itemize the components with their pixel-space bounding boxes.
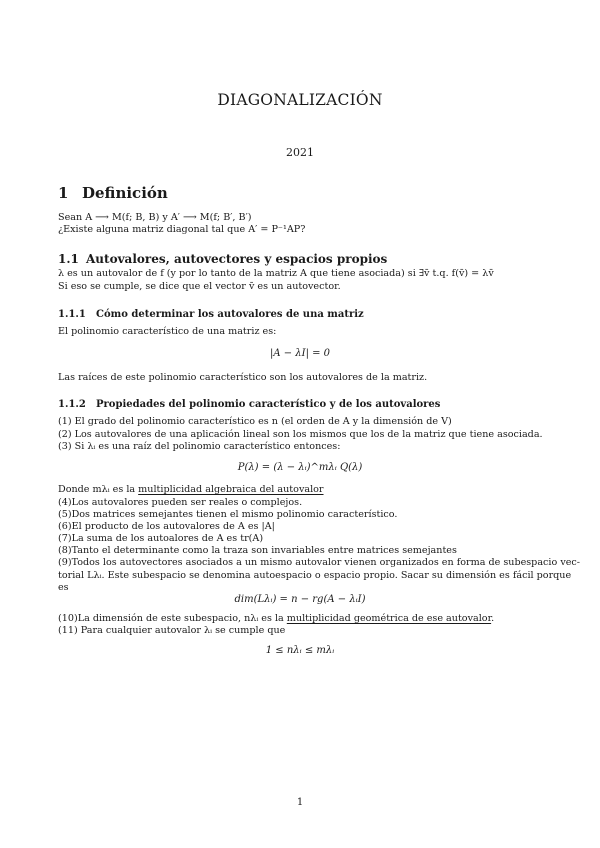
section-title: Definición: [82, 184, 168, 202]
property-line: (9)Todos los autovectores asociados a un mismo autovalor vienen organizados en forma de subespacio vec-: [58, 557, 581, 568]
subsubsection-number: 1.1.2: [58, 399, 86, 410]
property-line: (3) Si λᵢ es una raíz del polinomio característico entonces:: [58, 441, 341, 452]
algebraic-multiplicity-term: multiplicidad algebraica del autovalor: [138, 484, 324, 495]
p-lambda-equation: P(λ) = (λ − λᵢ)^mλᵢ Q(λ): [237, 462, 363, 473]
subsubsection-heading: [58, 399, 440, 410]
property-line: (4)Los autovalores pueden ser reales o complejos.: [58, 497, 303, 508]
subsection-title: Autovalores, autovectores y espacios propios: [86, 252, 388, 266]
autovector-definition: Si eso se cumple, se dice que el vector v̄ es un autovector.: [58, 281, 341, 292]
subsection-number: 1.1: [58, 252, 79, 266]
subsubsection-heading: [58, 309, 364, 320]
poly-equation: |A − λI| = 0: [269, 348, 331, 359]
autovalor-definition: λ es un autovalor de f (y por lo tanto de la matriz A que tiene asociada) si ∃v̄ t.q. f(v̄) = λv̄: [58, 268, 494, 279]
subsection-heading: [58, 252, 387, 266]
dimension-equation: dim(Lλᵢ) = n − rg(A − λᵢI): [234, 594, 366, 605]
geometric-multiplicity-term: multiplicidad geométrica de ese autovalor: [286, 613, 492, 624]
property-line: (5)Dos matrices semejantes tienen el mismo polinomio característico.: [58, 509, 398, 520]
property-line: es: [58, 582, 69, 593]
property-line: (8)Tanto el determinante como la traza son invariables entre matrices semejantes: [58, 545, 457, 556]
definition-line: Sean A ⟶ M(f; B, B) y A′ ⟶ M(f; B′, B′): [58, 212, 252, 223]
subsubsection-title: Propiedades del polinomio característico y de los autovalores: [96, 399, 441, 410]
section-number: 1: [58, 184, 69, 202]
donde-line: [58, 484, 324, 496]
property-10-end: .: [491, 613, 495, 624]
subsubsection-title: Cómo determinar los autovalores de una matriz: [96, 309, 364, 320]
poly-intro: El polinomio característico de una matriz es:: [58, 326, 277, 337]
document-title: DIAGONALIZACIÓN: [217, 91, 383, 109]
property-line: torial Lλᵢ. Este subespacio se denomina autoespacio o espacio propio. Sacar su dimensión es fácil porque: [58, 570, 572, 581]
inequality-equation: 1 ≤ nλᵢ ≤ mλᵢ: [265, 645, 335, 656]
property-10-line: [58, 613, 494, 625]
document-year: 2021: [286, 146, 314, 159]
definition-line: ¿Existe alguna matriz diagonal tal que A′ = P⁻¹AP?: [58, 224, 306, 235]
subsubsection-number: 1.1.1: [58, 309, 86, 320]
property-line: (1) El grado del polinomio característico es n (el orden de A y la dimensión de V): [58, 416, 452, 427]
property-line: (2) Los autovalores de una aplicación lineal son los mismos que los de la matriz que tiene asociada.: [58, 429, 543, 440]
donde-text: Donde mλᵢ es la: [58, 484, 139, 495]
section-heading: [58, 184, 168, 202]
property-11-line: (11) Para cualquier autovalor λᵢ se cumple que: [58, 625, 286, 636]
poly-roots-text: Las raíces de este polinomio característico son los autovalores de la matriz.: [58, 372, 428, 383]
property-10-text: (10)La dimensión de este subespacio, nλᵢ es la: [58, 613, 287, 624]
property-line: (6)El producto de los autovalores de A es |A|: [58, 521, 275, 532]
page-number: 1: [296, 797, 304, 808]
property-line: (7)La suma de los autoalores de A es tr(A): [58, 533, 264, 544]
